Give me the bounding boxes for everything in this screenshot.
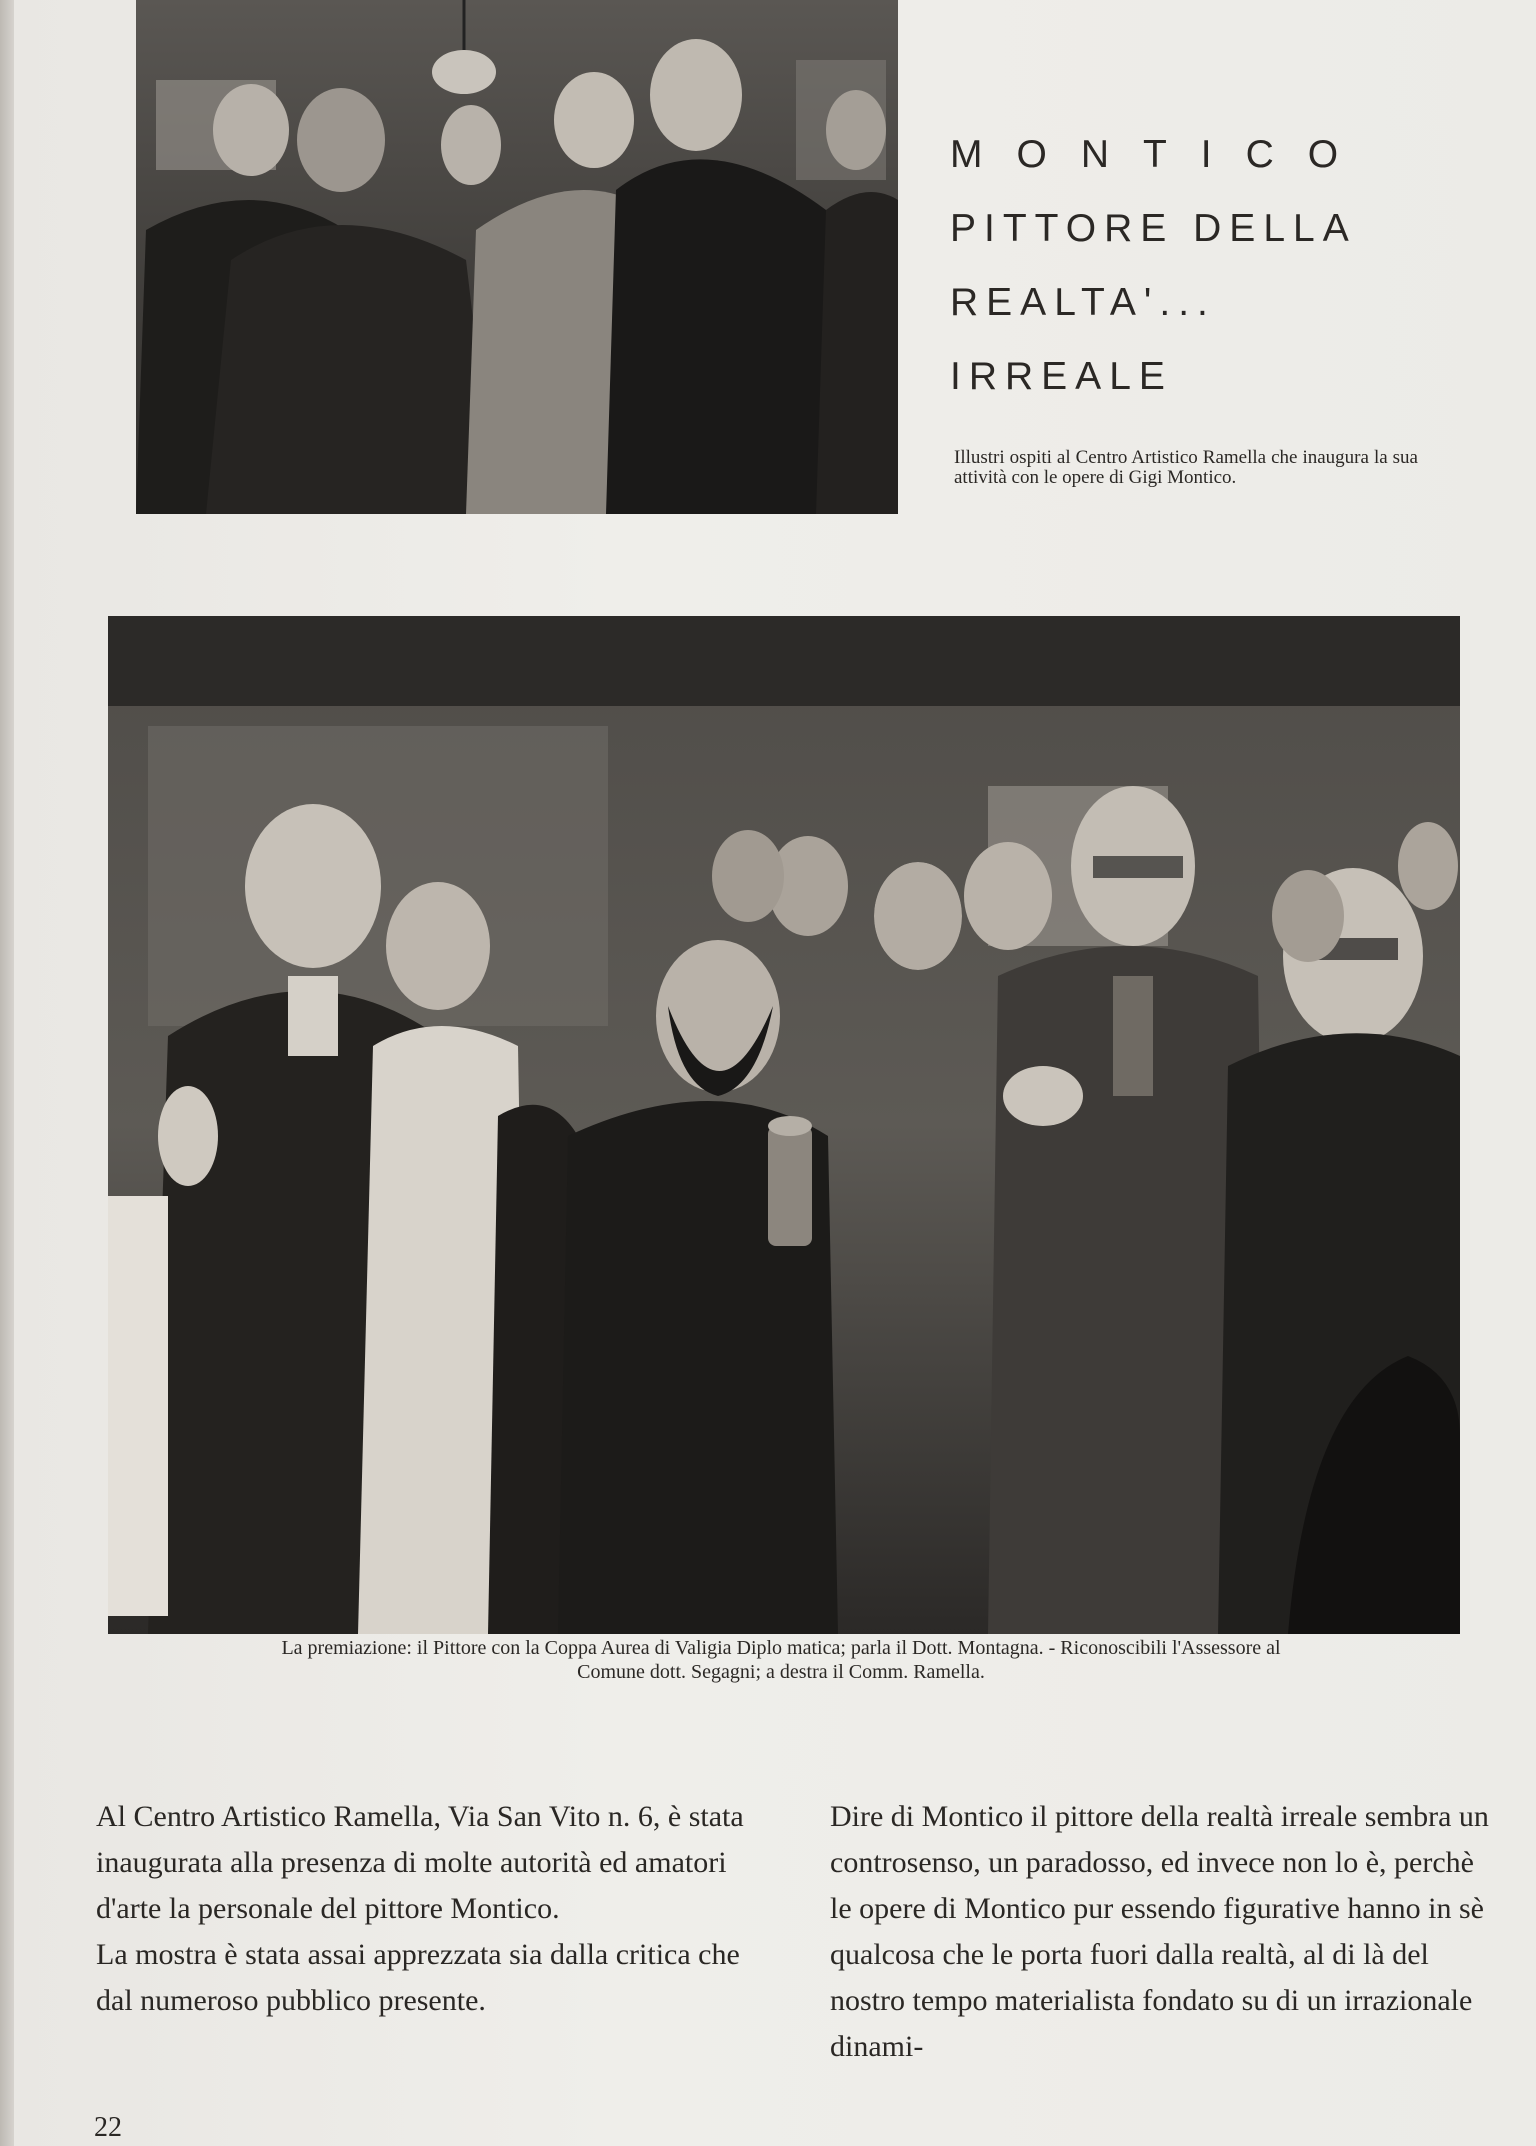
title-line-1: MONTICO xyxy=(950,133,1373,176)
photo-guests xyxy=(136,0,898,514)
photo-guests-image xyxy=(136,0,898,514)
paragraph-left-2: La mostra è stata assai apprezzata sia dalla critica che dal numeroso pubblico presente. xyxy=(96,1938,740,2017)
article-column-right xyxy=(830,1794,1494,2070)
page-edge xyxy=(0,0,14,2146)
photo-award-ceremony-image xyxy=(108,616,1460,1634)
title-line-3: REALTA'... IRREALE xyxy=(950,281,1216,398)
paragraph-left-1: Al Centro Artistico Ramella, Via San Vito n. 6, è stata inaugurata alla presenza di molte autorità ed amatori d'arte la personale del pittore Montico. xyxy=(96,1800,744,1925)
caption-award-line-2: Comune dott. Segagni; a destra il Comm. Ramella. xyxy=(577,1661,985,1683)
photo-award-ceremony xyxy=(108,616,1460,1634)
title-line-2: PITTORE DELLA xyxy=(950,207,1357,250)
page-number: 22 xyxy=(94,2112,122,2143)
caption-award-line-1: La premiazione: il Pittore con la Coppa Aurea di Valigia Diplo matica; parla il Dott. Montagna. - Riconoscibili l'Assessore al xyxy=(281,1637,1281,1659)
caption-award-photo xyxy=(100,1636,1462,1684)
article-column-left xyxy=(96,1794,760,2024)
paragraph-right-1: Dire di Montico il pittore della realtà irreale sembra un controsenso, un paradosso, ed invece non lo è, perchè le opere di Montico pur essendo figurative hanno in sè qualcosa che le porta fuori dalla realtà, al di là del nostro tempo materialista fondato su di un irrazionale dinami- xyxy=(830,1800,1489,2063)
caption-top-photo: Illustri ospiti al Centro Artistico Ramella che inaugura la sua attività con le opere di Gigi Montico. xyxy=(954,447,1418,488)
article-title xyxy=(950,118,1450,414)
